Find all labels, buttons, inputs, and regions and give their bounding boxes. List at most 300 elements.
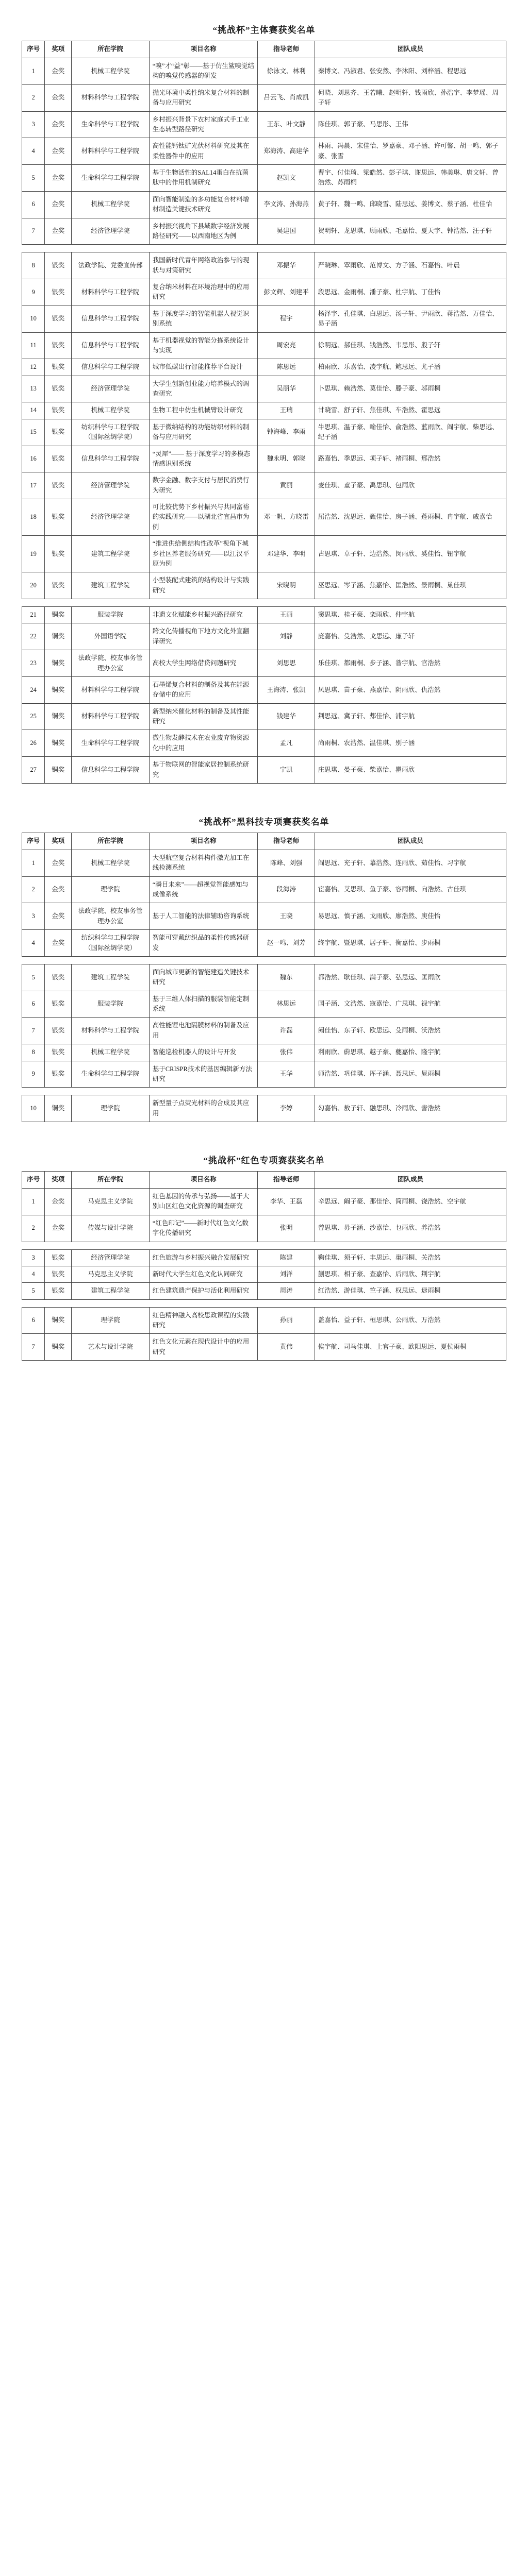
award-level: 银奖 [45, 402, 72, 419]
table-row [22, 58, 506, 85]
row-number: 19 [22, 536, 45, 572]
project-name: 高性能钙钛矿光伏材料研究及其在柔性器件中的应用 [149, 138, 258, 165]
advisor-names: 陈思远 [258, 359, 315, 376]
school-name: 信息科学与工程学院 [72, 359, 149, 376]
school-name: 建筑工程学院 [72, 572, 149, 599]
table-row [22, 1095, 506, 1122]
project-name: “灵犀”—— 基于深度学习的多模态情感识别系统 [149, 446, 258, 472]
row-number: 11 [22, 332, 45, 359]
row-number: 27 [22, 757, 45, 784]
column-header: 序号 [22, 1172, 45, 1189]
separator-cell [22, 1242, 506, 1249]
advisor-names: 刘洋 [258, 1266, 315, 1282]
team-members: 阎思远、充子轩、慕浩然、连雨欣、茹佳怡、习宇航 [315, 850, 506, 876]
team-members: 师浩然、巩佳琪、厍子涵、聂思远、晁雨桐 [315, 1061, 506, 1088]
award-section-2 [22, 815, 506, 1122]
school-name: 经济管理学院 [72, 472, 149, 499]
school-name: 法政学院、校友事务管理办公室 [72, 903, 149, 930]
row-number: 1 [22, 58, 45, 85]
team-members: 牛思琪、温子豪、喻佳怡、俞浩然、蓝雨欣、阎宇航、柴思远、纪子涵 [315, 419, 506, 446]
table-row [22, 1189, 506, 1215]
row-number: 7 [22, 1334, 45, 1361]
advisor-names: 李文涛、孙海燕 [258, 191, 315, 218]
advisor-names: 黄丽 [258, 472, 315, 499]
school-name: 理学院 [72, 1307, 149, 1334]
table-row [22, 165, 506, 192]
team-members: 窦思琪、桂子豪、栾雨欣、仲宇航 [315, 607, 506, 623]
team-members: 盖嘉怡、益子轩、桓思琪、公雨欣、万浩然 [315, 1307, 506, 1334]
award-level: 铜奖 [45, 730, 72, 757]
advisor-names: 林思远 [258, 991, 315, 1018]
award-section-3 [22, 1153, 506, 1361]
column-header: 指导老师 [258, 41, 315, 58]
award-level: 金奖 [45, 876, 72, 903]
table-row [22, 1018, 506, 1044]
project-name: 面向城市更新的智能建造关键技术研究 [149, 964, 258, 991]
school-name: 经济管理学院 [72, 499, 149, 536]
project-name: 基于深度学习的智能机器人视觉识别系统 [149, 306, 258, 332]
advisor-names: 徐泳文、林利 [258, 58, 315, 85]
school-name: 法政学院、校友事务管理办公室 [72, 650, 149, 677]
row-number: 8 [22, 252, 45, 279]
project-name: 基于CRISPR技术的基因编辑新方法研究 [149, 1061, 258, 1088]
advisor-names: 钟海峰、李雨 [258, 419, 315, 446]
award-level: 银奖 [45, 252, 72, 279]
advisor-names: 邓一帆、方晓雷 [258, 499, 315, 536]
column-header: 所在学院 [72, 1172, 149, 1189]
team-members: 都浩然、耿佳琪、满子豪、弘思远、匡雨欣 [315, 964, 506, 991]
award-level: 铜奖 [45, 650, 72, 677]
project-name: 红色精神融入高校思政课程的实践研究 [149, 1307, 258, 1334]
school-name: 材料科学与工程学院 [72, 1018, 149, 1044]
row-number: 17 [22, 472, 45, 499]
project-name: 智能可穿戴纺织品的柔性传感器研发 [149, 930, 258, 957]
project-name: 跨文化传播视角下地方文化外宣翻译研究 [149, 623, 258, 650]
advisor-names: 许磊 [258, 1018, 315, 1044]
advisor-names: 张伟 [258, 1044, 315, 1061]
table-row [22, 279, 506, 306]
school-name: 建筑工程学院 [72, 536, 149, 572]
award-level: 金奖 [45, 218, 72, 245]
table-row [22, 446, 506, 472]
column-header: 项目名称 [149, 41, 258, 58]
column-header: 奖项 [45, 833, 72, 850]
team-members: 麦佳琪、童子豪、禹思琪、包雨欣 [315, 472, 506, 499]
row-number: 2 [22, 1215, 45, 1242]
table-row [22, 191, 506, 218]
row-number: 4 [22, 930, 45, 957]
school-name: 信息科学与工程学院 [72, 332, 149, 359]
section-title: “挑战杯”黑科技专项赛获奖名单 [199, 817, 329, 827]
column-header: 指导老师 [258, 833, 315, 850]
team-members: 尚雨桐、农浩然、温佳琪、别子涵 [315, 730, 506, 757]
team-members: 易思远、慎子涵、戈雨欣、廖浩然、庾佳怡 [315, 903, 506, 930]
advisor-names: 赵凯文 [258, 165, 315, 192]
award-level: 金奖 [45, 930, 72, 957]
award-level: 银奖 [45, 419, 72, 446]
team-members: 杨泽宇、孔佳琪、白思远、汤子轩、尹雨欣、蒋浩然、万佳怡、易子涵 [315, 306, 506, 332]
award-table [22, 833, 506, 1122]
table-header-row [22, 833, 506, 850]
column-header: 奖项 [45, 1172, 72, 1189]
column-header: 所在学院 [72, 41, 149, 58]
table-row [22, 703, 506, 730]
team-members: 俟宇航、司马佳琪、上官子豪、欧阳思远、夏侯雨桐 [315, 1334, 506, 1361]
team-members: 徐明远、郝佳琪、钱浩然、韦思彤、殷子轩 [315, 332, 506, 359]
advisor-names: 彭文辉、刘建平 [258, 279, 315, 306]
team-members: 凤思琪、苗子豪、燕嘉怡、阴雨欣、仇浩然 [315, 676, 506, 703]
separator-cell [22, 956, 506, 964]
team-members: 曾思琪、毋子涵、沙嘉怡、乜雨欣、养浩然 [315, 1215, 506, 1242]
team-members: 鞠佳琪、须子轩、丰思远、巢雨桐、关浩然 [315, 1249, 506, 1266]
school-name: 机械工程学院 [72, 1044, 149, 1061]
project-name: 新型量子点荧光材料的合成及其应用 [149, 1095, 258, 1122]
team-members: 阙佳怡、东子轩、欧思远、殳雨桐、沃浩然 [315, 1018, 506, 1044]
row-number: 4 [22, 1266, 45, 1282]
school-name: 信息科学与工程学院 [72, 446, 149, 472]
team-members: 秦博文、冯淑君、张安然、李沐阳、刘梓涵、程思远 [315, 58, 506, 85]
table-row [22, 332, 506, 359]
school-name: 生命科学与工程学院 [72, 165, 149, 192]
school-name: 机械工程学院 [72, 58, 149, 85]
table-row [22, 650, 506, 677]
row-number: 9 [22, 1061, 45, 1088]
advisor-names: 王海涛、张凯 [258, 676, 315, 703]
award-level: 银奖 [45, 572, 72, 599]
advisor-names: 魏永明、郭晓 [258, 446, 315, 472]
team-members: 卜思琪、赖浩然、莫佳怡、滕子豪、邬雨桐 [315, 376, 506, 402]
advisor-names: 钱建华 [258, 703, 315, 730]
award-level: 金奖 [45, 1215, 72, 1242]
row-number: 6 [22, 191, 45, 218]
separator-cell [22, 599, 506, 607]
team-members: 庄思琪、晏子豪、柴嘉怡、瞿雨欣 [315, 757, 506, 784]
project-name: 红色文化元素在现代设计中的应用研究 [149, 1334, 258, 1361]
table-row [22, 991, 506, 1018]
award-level: 银奖 [45, 359, 72, 376]
award-level: 铜奖 [45, 623, 72, 650]
separator-cell [22, 1299, 506, 1307]
advisor-names: 郑海涛、高建华 [258, 138, 315, 165]
school-name: 服装学院 [72, 991, 149, 1018]
row-number: 26 [22, 730, 45, 757]
table-row [22, 218, 506, 245]
group-separator [22, 1242, 506, 1249]
team-members: 古思琪、卓子轩、边浩然、闵雨欣、奚佳怡、钮宇航 [315, 536, 506, 572]
school-name: 生命科学与工程学院 [72, 111, 149, 138]
award-level: 金奖 [45, 165, 72, 192]
row-number: 5 [22, 1283, 45, 1299]
column-header: 团队成员 [315, 833, 506, 850]
table-row [22, 572, 506, 599]
advisor-names: 吕云飞、肖成凯 [258, 84, 315, 111]
project-name: 红色旅游与乡村振兴融合发展研究 [149, 1249, 258, 1266]
row-number: 5 [22, 165, 45, 192]
school-name: 材料科学与工程学院 [72, 676, 149, 703]
row-number: 25 [22, 703, 45, 730]
table-row [22, 306, 506, 332]
table-row [22, 402, 506, 419]
award-level: 银奖 [45, 499, 72, 536]
column-header: 项目名称 [149, 833, 258, 850]
table-row [22, 376, 506, 402]
award-table [22, 1171, 506, 1361]
project-name: 基于生物活性的SAL14蛋白在抗菌肽中的作用机制研究 [149, 165, 258, 192]
award-level: 铜奖 [45, 1095, 72, 1122]
table-row [22, 964, 506, 991]
team-members: 红浩然、游佳琪、竺子涵、权思远、逯雨桐 [315, 1283, 506, 1299]
school-name: 马克思主义学院 [72, 1189, 149, 1215]
award-level: 铜奖 [45, 676, 72, 703]
award-level: 铜奖 [45, 607, 72, 623]
advisor-names: 李华、王磊 [258, 1189, 315, 1215]
school-name: 经济管理学院 [72, 1249, 149, 1266]
group-separator [22, 1299, 506, 1307]
row-number: 13 [22, 376, 45, 402]
school-name: 外国语学院 [72, 623, 149, 650]
school-name: 机械工程学院 [72, 850, 149, 876]
table-row [22, 1249, 506, 1266]
row-number: 3 [22, 111, 45, 138]
project-name: 面向智能制造的多功能复合材料增材制造关键技术研究 [149, 191, 258, 218]
advisor-names: 王晓 [258, 903, 315, 930]
team-members: 利雨欣、蔚思琪、越子豪、夔嘉怡、隆宇航 [315, 1044, 506, 1061]
award-level: 银奖 [45, 991, 72, 1018]
award-level: 金奖 [45, 138, 72, 165]
school-name: 材料科学与工程学院 [72, 703, 149, 730]
advisor-names: 孙丽 [258, 1307, 315, 1334]
school-name: 材料科学与工程学院 [72, 279, 149, 306]
school-name: 经济管理学院 [72, 218, 149, 245]
table-row [22, 138, 506, 165]
column-header: 团队成员 [315, 1172, 506, 1189]
table-row [22, 730, 506, 757]
project-name: 乡村振兴背景下农村家庭式手工业生态转型路径研究 [149, 111, 258, 138]
advisor-names: 魏东 [258, 964, 315, 991]
advisor-names: 赵一鸣、刘芳 [258, 930, 315, 957]
award-level: 金奖 [45, 84, 72, 111]
award-level: 铜奖 [45, 757, 72, 784]
table-header-row [22, 1172, 506, 1189]
row-number: 6 [22, 991, 45, 1018]
advisor-names: 李婷 [258, 1095, 315, 1122]
table-row [22, 850, 506, 876]
award-level: 银奖 [45, 306, 72, 332]
row-number: 1 [22, 850, 45, 876]
project-name: 红色建筑遗产保护与活化利用研究 [149, 1283, 258, 1299]
team-members: 荆思远、冀子轩、郏佳怡、浦宇航 [315, 703, 506, 730]
row-number: 7 [22, 218, 45, 245]
award-level: 银奖 [45, 1061, 72, 1088]
row-number: 16 [22, 446, 45, 472]
award-level: 金奖 [45, 58, 72, 85]
school-name: 理学院 [72, 1095, 149, 1122]
school-name: 材料科学与工程学院 [72, 138, 149, 165]
advisor-names: 邓建华、李明 [258, 536, 315, 572]
school-name: 生命科学与工程学院 [72, 730, 149, 757]
school-name: 建筑工程学院 [72, 1283, 149, 1299]
award-level: 银奖 [45, 964, 72, 991]
row-number: 2 [22, 84, 45, 111]
advisor-names: 王丽 [258, 607, 315, 623]
group-separator [22, 956, 506, 964]
table-row [22, 607, 506, 623]
project-name: 新型纳米催化材料的制备及其性能研究 [149, 703, 258, 730]
advisor-names: 王华 [258, 1061, 315, 1088]
column-header: 指导老师 [258, 1172, 315, 1189]
project-name: 乡村振兴视角下县域数字经济发展路径研究——以西南地区为例 [149, 218, 258, 245]
separator-cell [22, 1088, 506, 1095]
award-level: 银奖 [45, 1249, 72, 1266]
project-name: 生物工程中仿生机械臂设计研究 [149, 402, 258, 419]
row-number: 12 [22, 359, 45, 376]
team-members: 柏雨欣、乐嘉怡、凌宇航、鲍思远、尤子涵 [315, 359, 506, 376]
row-number: 10 [22, 1095, 45, 1122]
column-header: 奖项 [45, 41, 72, 58]
separator-cell [22, 245, 506, 252]
row-number: 3 [22, 1249, 45, 1266]
award-level: 银奖 [45, 279, 72, 306]
table-row [22, 1061, 506, 1088]
row-number: 8 [22, 1044, 45, 1061]
column-header: 项目名称 [149, 1172, 258, 1189]
row-number: 23 [22, 650, 45, 677]
row-number: 20 [22, 572, 45, 599]
project-name: 小型装配式建筑的结构设计与实践研究 [149, 572, 258, 599]
team-members: 陈佳琪、郭子豪、马思彤、王伟 [315, 111, 506, 138]
team-members: 林雨、冯晨、宋佳怡、罗嘉豪、邓子涵、许可馨、胡一鸣、郭子豪、张雪 [315, 138, 506, 165]
column-header: 序号 [22, 833, 45, 850]
team-members: 蒯思琪、相子豪、查嘉怡、后雨欣、荆宇航 [315, 1266, 506, 1282]
table-row [22, 1215, 506, 1242]
table-row [22, 1307, 506, 1334]
team-members: 终宇航、暨思琪、居子轩、衡嘉怡、步雨桐 [315, 930, 506, 957]
team-members: 黄子轩、魏一鸣、邱晓雪、陆思远、姜博文、蔡子涵、杜佳怡 [315, 191, 506, 218]
table-row [22, 359, 506, 376]
school-name: 建筑工程学院 [72, 964, 149, 991]
school-name: 机械工程学院 [72, 191, 149, 218]
team-members: 甘晓雪、舒子轩、焦佳琪、车浩然、霍思远 [315, 402, 506, 419]
row-number: 10 [22, 306, 45, 332]
project-name: 非遗文化赋能乡村振兴路径研究 [149, 607, 258, 623]
project-name: “瞬目未来”——超视觉智能感知与成像系统 [149, 876, 258, 903]
award-section-1 [22, 23, 506, 784]
advisor-names: 吴建国 [258, 218, 315, 245]
award-level: 银奖 [45, 376, 72, 402]
row-number: 14 [22, 402, 45, 419]
column-header: 所在学院 [72, 833, 149, 850]
table-row [22, 757, 506, 784]
school-name: 传媒与设计学院 [72, 1215, 149, 1242]
advisor-names: 段海涛 [258, 876, 315, 903]
advisor-names: 陈建 [258, 1249, 315, 1266]
row-number: 21 [22, 607, 45, 623]
table-row [22, 536, 506, 572]
school-name: 经济管理学院 [72, 376, 149, 402]
row-number: 1 [22, 1189, 45, 1215]
award-level: 银奖 [45, 1266, 72, 1282]
advisor-names: 宋晓明 [258, 572, 315, 599]
project-name: 复合纳米材料在环境治理中的应用研究 [149, 279, 258, 306]
project-name: 抛光环境中柔性纳米复合材料的制备与应用研究 [149, 84, 258, 111]
team-members: 何晓、刘思齐、王若曦、赵明轩、钱雨欣、孙浩宇、李梦瑶、周子轩 [315, 84, 506, 111]
team-members: 贺明轩、龙思琪、顾雨欣、毛嘉怡、夏天宇、钟浩然、汪子轩 [315, 218, 506, 245]
table-row [22, 252, 506, 279]
award-table [22, 41, 506, 784]
project-name: 高性能锂电池隔膜材料的制备及应用 [149, 1018, 258, 1044]
award-level: 铜奖 [45, 1307, 72, 1334]
team-members: 段思远、金雨桐、潘子豪、杜宇航、丁佳怡 [315, 279, 506, 306]
advisor-names: 黄伟 [258, 1334, 315, 1361]
table-row [22, 623, 506, 650]
table-row [22, 1044, 506, 1061]
project-name: 微生物发酵技术在农业废弃物资源化中的应用 [149, 730, 258, 757]
project-name: “嗅”才“益”彰——基于仿生鲨嗅觉结构的嗅觉传感器的研发 [149, 58, 258, 85]
team-members: 勾嘉怡、敖子轩、融思琪、冷雨欣、訾浩然 [315, 1095, 506, 1122]
team-members: 严晓琳、覃雨欣、范博文、方子涵、石嘉怡、叶晨 [315, 252, 506, 279]
school-name: 艺术与设计学院 [72, 1334, 149, 1361]
team-members: 乐佳琪、都雨桐、步子涵、昝宇航、官浩然 [315, 650, 506, 677]
team-members: 屈浩然、沈思远、甄佳怡、房子涵、蓬雨桐、冉宇航、戚嘉怡 [315, 499, 506, 536]
table-row [22, 84, 506, 111]
row-number: 6 [22, 1307, 45, 1334]
table-row [22, 1283, 506, 1299]
project-name: “红色印记”——新时代红色文化数字化传播研究 [149, 1215, 258, 1242]
row-number: 24 [22, 676, 45, 703]
table-row [22, 876, 506, 903]
school-name: 服装学院 [72, 607, 149, 623]
team-members: 曹宇、付佳琦、梁皓然、彭子琪、谢思远、韩美琳、唐文轩、曾浩然、苏雨桐 [315, 165, 506, 192]
team-members: 庞嘉怡、殳浩然、戈思远、廉子轩 [315, 623, 506, 650]
row-number: 4 [22, 138, 45, 165]
group-separator [22, 599, 506, 607]
advisor-names: 吴丽华 [258, 376, 315, 402]
award-level: 银奖 [45, 536, 72, 572]
row-number: 5 [22, 964, 45, 991]
school-name: 纺织科学与工程学院（国际丝绸学院） [72, 930, 149, 957]
school-name: 理学院 [72, 876, 149, 903]
table-row [22, 419, 506, 446]
school-name: 信息科学与工程学院 [72, 757, 149, 784]
school-name: 马克思主义学院 [72, 1266, 149, 1282]
award-level: 金奖 [45, 1189, 72, 1215]
school-name: 纺织科学与工程学院（国际丝绸学院） [72, 419, 149, 446]
row-number: 9 [22, 279, 45, 306]
project-name: 新时代大学生红色文化认同研究 [149, 1266, 258, 1282]
advisor-names: 周宏亮 [258, 332, 315, 359]
advisor-names: 刘静 [258, 623, 315, 650]
award-level: 金奖 [45, 850, 72, 876]
award-level: 银奖 [45, 1283, 72, 1299]
award-level: 银奖 [45, 332, 72, 359]
award-level: 铜奖 [45, 1334, 72, 1361]
advisor-names: 陈峰、刘强 [258, 850, 315, 876]
table-row [22, 1334, 506, 1361]
table-header-row [22, 41, 506, 58]
advisor-names: 宁凯 [258, 757, 315, 784]
school-name: 生命科学与工程学院 [72, 1061, 149, 1088]
project-name: 基于物联网的智能家居控制系统研究 [149, 757, 258, 784]
project-name: 基于三维人体扫描的服装智能定制系统 [149, 991, 258, 1018]
advisor-names: 王东、叶文静 [258, 111, 315, 138]
advisor-names: 刘思思 [258, 650, 315, 677]
row-number: 3 [22, 903, 45, 930]
table-row [22, 499, 506, 536]
section-title: “挑战杯”红色专项赛获奖名单 [203, 1156, 325, 1165]
award-level: 银奖 [45, 446, 72, 472]
team-members: 国子涵、文浩然、寇嘉怡、广思琪、禄宇航 [315, 991, 506, 1018]
project-name: 大型航空复合材料构件激光加工在线检测系统 [149, 850, 258, 876]
